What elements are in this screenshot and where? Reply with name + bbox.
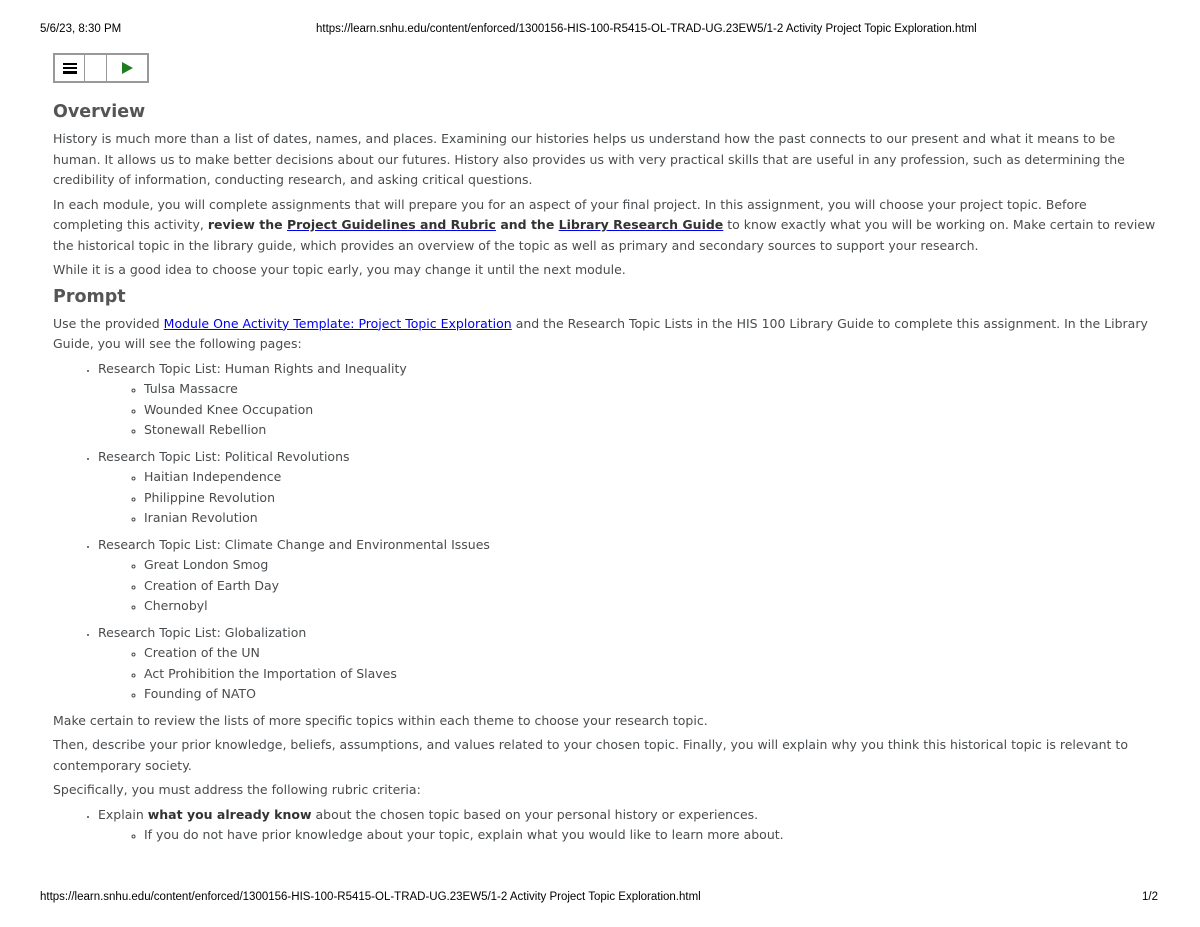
overview-paragraph-1: History is much more than a list of dates, names, and places. Examining our histories helps us understand how the past connects to our present and what it means to be human. It allows us to make better decisions about our futures. History also provides us with very practical skills that are useful in any profession, such as determining the credibility of information, conducting research, and asking critical questions.: [53, 131, 1125, 187]
project-guidelines-link[interactable]: [287, 217, 496, 232]
topic-list-title: Research Topic List: Human Rights and Inequality: [98, 360, 407, 376]
topic-list-title: Research Topic List: Political Revolutions: [98, 448, 350, 464]
topic-item: ◦ Act Prohibition the Importation of Slaves: [144, 664, 1158, 685]
criteria-item: [98, 805, 1158, 846]
link-text: Library Research Guide: [558, 217, 724, 232]
topic-item: ◦ Chernobyl: [144, 596, 1158, 617]
link-text: Project Guidelines and Rubric: [286, 217, 496, 232]
topic-sublist: [98, 467, 1158, 529]
menu-button[interactable]: [55, 55, 85, 81]
describe-paragraph: Then, describe your prior knowledge, beliefs, assumptions, and values related to your chosen topic. Finally, you will explain why you think this historical topic is relevant to contemporary society.: [53, 737, 1128, 773]
topic-item: ◦ Tulsa Massacre: [144, 379, 1158, 400]
topic-list-item: [98, 447, 1158, 529]
topic-item: ◦ Stonewall Rebellion: [144, 420, 1158, 441]
topic-item: ◦ Great London Smog: [144, 555, 1158, 576]
topic-sublist: [98, 643, 1158, 705]
play-button[interactable]: [107, 55, 147, 81]
topic-item: ◦ Wounded Knee Occupation: [144, 400, 1158, 421]
blank-button[interactable]: [85, 55, 107, 81]
text-span: In each module, you will complete assignments that will prepare you for an aspect of your final project. In this assignment, you will choose your project topic. Before completing this activity,: [53, 196, 1087, 232]
overview-paragraph-2: [53, 195, 1158, 257]
content-toolbar: [53, 53, 149, 83]
topic-item: ◦ Philippine Revolution: [144, 488, 1158, 509]
activity-template-link[interactable]: Module One Activity Template: Project Topic Exploration: [163, 315, 512, 331]
topic-list-title: Research Topic List: Climate Change and Environmental Issues: [98, 536, 490, 552]
rubric-intro: Specifically, you must address the following rubric criteria:: [53, 782, 421, 797]
bold-text: and the: [495, 217, 559, 232]
text-span: and the Research Topic Lists in the HIS 100 Library Guide to complete this assignment. In the Library Guide, you will see the following pages:: [53, 315, 1148, 351]
library-research-guide-link[interactable]: [559, 217, 724, 232]
print-url: https://learn.snhu.edu/content/enforced/1300156-HIS-100-R5415-OL-TRAD-UG.23EW5/1-2 Activity Project Topic Exploration.html: [316, 23, 977, 35]
overview-paragraph-3: While it is a good idea to choose your topic early, you may change it until the next module.: [53, 262, 626, 277]
topic-list-item: [98, 623, 1158, 705]
page-number: 1/2: [1142, 891, 1158, 903]
play-icon: [122, 62, 133, 74]
topic-item: ◦ Creation of the UN: [144, 643, 1158, 664]
hamburger-menu-icon: [63, 63, 77, 74]
text-span: Explain: [98, 806, 148, 822]
footer-url: https://learn.snhu.edu/content/enforced/1300156-HIS-100-R5415-OL-TRAD-UG.23EW5/1-2 Activity Project Topic Exploration.html: [40, 891, 701, 903]
topic-list-title: Research Topic List: Globalization: [98, 624, 307, 640]
topic-lists: [53, 359, 1158, 705]
text-span: about the chosen topic based on your personal history or experiences.: [311, 806, 759, 822]
topic-item: ◦ Haitian Independence: [144, 467, 1158, 488]
criteria-subitem: ◦ If you do not have prior knowledge about your topic, explain what you would like to learn more about.: [144, 825, 1158, 846]
bold-text: what you already know: [147, 806, 312, 822]
bold-text: review the: [207, 217, 287, 232]
text-span: Use the provided: [53, 315, 164, 331]
topic-item: ◦ Iranian Revolution: [144, 508, 1158, 529]
topic-list-item: [98, 535, 1158, 617]
topic-sublist: [98, 555, 1158, 617]
prompt-heading: Prompt: [53, 286, 126, 307]
topic-list-item: [98, 359, 1158, 441]
review-paragraph: Make certain to review the lists of more specific topics within each theme to choose your research topic.: [53, 712, 708, 728]
overview-heading: Overview: [53, 102, 146, 122]
topic-item: ◦ Founding of NATO: [144, 684, 1158, 705]
topic-sublist: [98, 379, 1158, 441]
rubric-criteria-list: [53, 805, 1158, 846]
print-date: 5/6/23, 8:30 PM: [40, 23, 122, 35]
topic-item: ◦ Creation of Earth Day: [144, 576, 1158, 597]
criteria-sublist: [98, 825, 1158, 846]
page-content: [53, 96, 1158, 852]
text-span: to know exactly what you will be working on. Make certain to review the historical topic in the library guide, which provides an overview of the topic as well as primary and secondary sources to support your research.: [53, 217, 1156, 253]
prompt-intro: [53, 314, 1158, 355]
